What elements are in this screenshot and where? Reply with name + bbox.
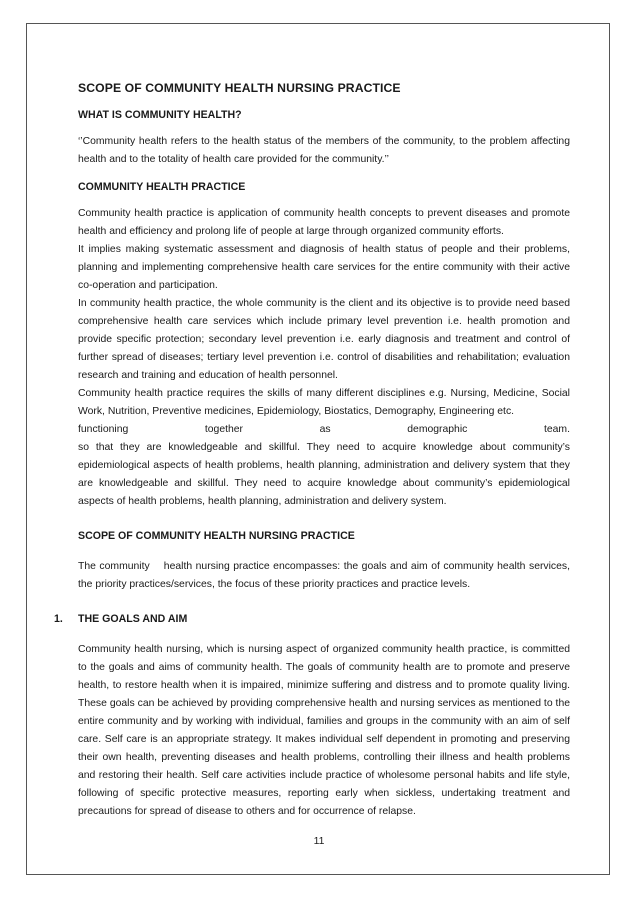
functioning-line (78, 421, 570, 439)
document-title: SCOPE OF COMMUNITY HEALTH NURSING PRACTICE (78, 81, 401, 95)
func-word: functioning (78, 424, 129, 435)
section-heading-goals-and-aim: THE GOALS AND AIM (78, 613, 188, 625)
practice-paragraph-4: Community health practice requires the skills of many different disciplines e.g. Nursing, Medicine, Social Work, Nutrition, Preventive medicines, Epidemiology, Biostatics, Demography, Engineering etc. (78, 388, 570, 417)
page-number: 11 (313, 836, 325, 847)
goals-section (54, 610, 570, 628)
section-heading-what-is-community-health: WHAT IS COMMUNITY HEALTH? (78, 109, 242, 121)
practice-paragraph-3: In community health practice, the whole community is the client and its objective is to provide need based comprehensive health care services which include primary level prevention i.e. health promotion and provide specific protection; secondary level prevention i.e. early diagnosis and treatment and control of further spread of diseases; tertiary level prevention i.e. control of disabilities and rehabilitation; evaluation research and training and education of health personnel. (78, 298, 570, 381)
section-heading-scope: SCOPE OF COMMUNITY HEALTH NURSING PRACTICE (78, 530, 355, 542)
func-word: team. (543, 424, 570, 435)
section-heading-community-health-practice: COMMUNITY HEALTH PRACTICE (78, 181, 246, 193)
practice-paragraph-5: so that they are knowledgeable and skillful. They need to acquire knowledge about community’s epidemiological aspects of health problems, health planning, administration and delivery system that they are knowledgeable and skillful. They need to acquire knowledge about community’s epidemiological aspects of health problems, health planning, administration and delivery system. (78, 442, 570, 507)
practice-paragraph-2: It implies making systematic assessment and diagnosis of health status of people and their problems, planning and implementing comprehensive health care services for the entire community with their active co-operation and participation. (78, 244, 570, 291)
scope-paragraph: The community health nursing practice encompasses: the goals and aim of community health services, the priority practices/services, the focus of these priority practices and practice levels. (78, 561, 573, 590)
practice-paragraph-1: Community health practice is application of community health concepts to prevent diseases and promote health and efficiency and prolong life of people at large through organized community efforts. (78, 208, 570, 237)
document-body (54, 78, 573, 821)
goals-number: 1. (54, 613, 63, 625)
func-word: demographic (407, 424, 468, 435)
definition-quote: ‘’Community health refers to the health status of the members of the community, to the problem affecting health and to the totality of health care provided for the community.’’ (78, 136, 570, 165)
func-word: together (204, 424, 244, 435)
func-word: as (319, 424, 331, 435)
goals-paragraph: Community health nursing, which is nursing aspect of organized community health practice, is committed to the goals and aims of community health. The goals of community health are to promote and preserve health, to restore health when it is impaired, minimize suffering and distress and to promote quality living. These goals can be achieved by providing comprehensive health and nursing services as mentioned to the entire community and by working with individual, families and groups in the community with an aim of self care. Self care is an appropriate strategy. It makes individual self dependent in promoting and preserving their own health, preventing diseases and health problems, controlling their illness and health problems and restoring their health. Self care activities include practice of wholesome personal habits and life style, following of specific protective measures, reporting early when sickless, undertaking treatment and precautions for spread of disease to others and for occurrence of relapse. (78, 644, 570, 817)
